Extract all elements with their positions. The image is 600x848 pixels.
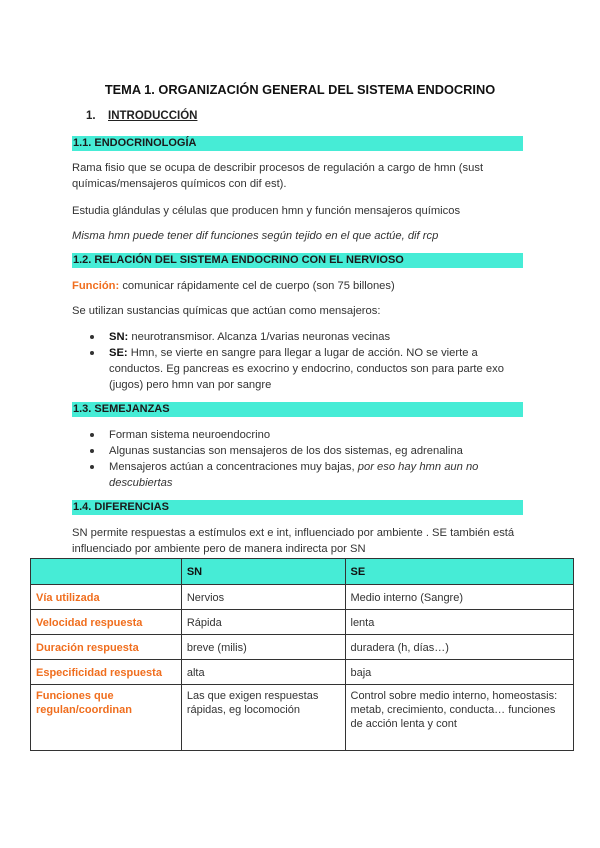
list-item: [72, 459, 532, 491]
paragraph-sn-permite: SN permite respuestas a estímulos ext e int, influenciado por ambiente . SE también está influenciado por ambiente pero de manera indirecta por SN: [72, 527, 515, 555]
cell-sn: Las que exigen respuestas rápidas, eg locomoción: [181, 685, 345, 751]
table-row: [31, 585, 574, 610]
heading-endocrinologia: 1.1. ENDOCRINOLOGÍA: [72, 136, 523, 151]
paragraph-misma-hmn: Misma hmn puede tener dif funciones según tejido en el que actúe, dif rcp: [72, 230, 439, 242]
bullet-label-sn: SN:: [109, 331, 129, 343]
cell-sn: breve (milis): [181, 635, 345, 660]
document-title: TEMA 1. ORGANIZACIÓN GENERAL DEL SISTEMA ENDOCRINO: [104, 82, 496, 97]
bullet-text-se: Hmn, se vierte en sangre para llegar a lugar de acción. NO se vierte a conductos. Eg pancreas es exocrino y endocrino, conductos son para parte exo (jugos) pero hmn van por sangre: [109, 347, 504, 391]
row-label: Velocidad respuesta: [31, 610, 182, 635]
cell-se: duradera (h, días…): [345, 635, 574, 660]
funcion-text: comunicar rápidamente cel de cuerpo (son 75 billones): [119, 280, 395, 292]
table-row: [31, 610, 574, 635]
list-item-se: [72, 345, 532, 393]
table-row: [31, 660, 574, 685]
table-row: [31, 685, 574, 751]
row-label: Duración respuesta: [31, 635, 182, 660]
row-label: Especificidad respuesta: [31, 660, 182, 685]
cell-se: baja: [345, 660, 574, 685]
heading-relacion-nervioso: 1.2. RELACIÓN DEL SISTEMA ENDOCRINO CON EL NERVIOSO: [72, 253, 523, 268]
bullet-italic-text: por eso hay hmn aun no descubiertas: [109, 461, 479, 489]
paragraph-sustancias: Se utilizan sustancias químicas que actúan como mensajeros:: [72, 305, 381, 317]
heading-semejanzas: 1.3. SEMEJANZAS: [72, 402, 523, 417]
cell-se: Medio interno (Sangre): [345, 585, 574, 610]
bullet-label-se: SE:: [109, 347, 128, 359]
table-header-row: [31, 559, 574, 585]
paragraph-estudia: Estudia glándulas y células que producen hmn y función mensajeros químicos: [72, 205, 461, 217]
table-header-empty: [31, 559, 182, 585]
heading-diferencias: 1.4. DIFERENCIAS: [72, 500, 523, 515]
cell-se: lenta: [345, 610, 574, 635]
row-label: Vía utilizada: [31, 585, 182, 610]
section-label: INTRODUCCIÓN: [108, 110, 198, 122]
cell-sn: Nervios: [181, 585, 345, 610]
table-header-sn: SN: [181, 559, 345, 585]
list-item-sn: [72, 329, 532, 345]
section-heading-introduccion: [86, 110, 197, 122]
differences-table: [30, 558, 574, 751]
cell-sn: Rápida: [181, 610, 345, 635]
cell-sn: alta: [181, 660, 345, 685]
table-row: [31, 635, 574, 660]
paragraph-funcion: [72, 278, 532, 294]
bullet-text: Mensajeros actúan a concentraciones muy bajas,: [109, 461, 358, 473]
section-number: 1.: [86, 110, 96, 122]
row-label: Funciones que regulan/coordinan: [31, 685, 182, 751]
list-semejanzas: [72, 427, 532, 491]
funcion-label: Función:: [72, 280, 120, 292]
list-sn-se: [72, 329, 532, 393]
bullet-text-sn: neurotransmisor. Alcanza 1/varias neuronas vecinas: [128, 331, 391, 343]
cell-se: Control sobre medio interno, homeostasis: metab, crecimiento, conducta… funciones de acción lenta y cont: [345, 685, 574, 751]
table-header-se: SE: [345, 559, 574, 585]
list-item: Algunas sustancias son mensajeros de los dos sistemas, eg adrenalina: [72, 443, 532, 459]
list-item: Forman sistema neuroendocrino: [72, 427, 532, 443]
paragraph-rama-fisio: Rama fisio que se ocupa de describir procesos de regulación a cargo de hmn (sust químicas/mensajeros químicos con dif est).: [72, 162, 484, 190]
